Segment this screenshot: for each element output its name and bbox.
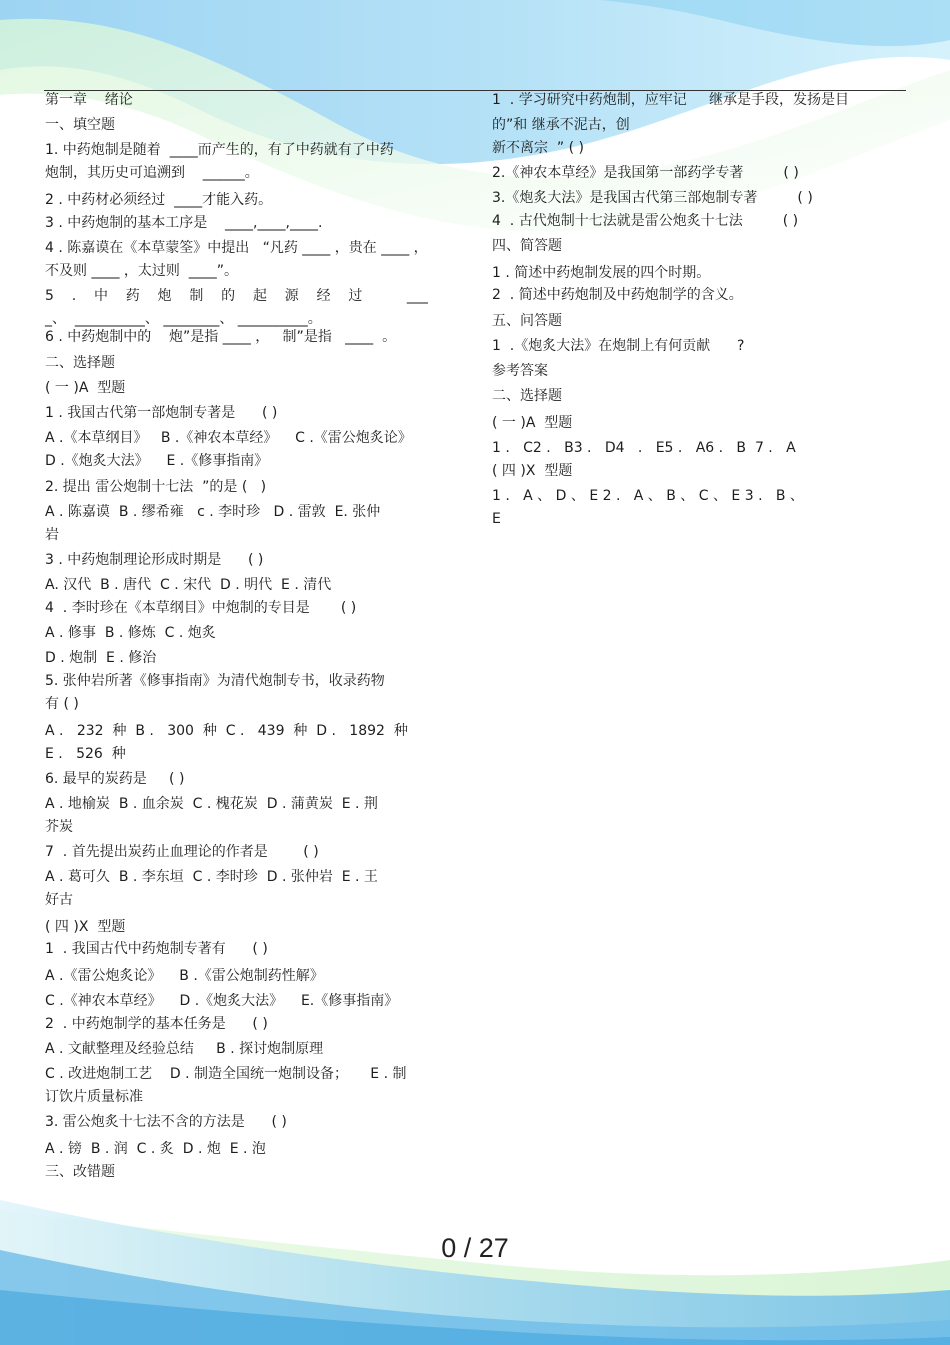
text-line: 1 . 学习研究中药炮制，应牢记 继承是手段，发扬是目 <box>492 92 849 108</box>
left-column <box>45 92 460 1181</box>
text-line: A . 陈嘉谟 B . 缪希雍 c . 李时珍 D . 雷敦 E. 张仲 <box>45 504 381 520</box>
text-line: 3.《炮炙大法》是我国古代第三部炮制专著 ( ) <box>492 190 813 206</box>
text-line: 1 . 我国古代中药炮制专著有 ( ) <box>45 941 268 957</box>
text-line: 4 . 陈嘉谟在《本草蒙筌》中提出 “凡药 ____ ，贵在 ____ ， <box>45 240 428 256</box>
text-line: D .《炮炙大法》 E .《修事指南》 <box>45 453 269 469</box>
text-line: 岩 <box>45 527 59 543</box>
text-line: A. 汉代 B . 唐代 C . 宋代 D . 明代 E . 清代 <box>45 577 332 593</box>
text-line: 三、改错题 <box>45 1164 115 1180</box>
text-line: A . 镑 B . 润 C . 炙 D . 炮 E . 泡 <box>45 1141 266 1157</box>
text-line: 1 . A 、 D 、 E 2 . A 、 B 、 C 、 E 3 . B 、 <box>492 488 804 504</box>
text-line: 2 . 中药炮制学的基本任务是 ( ) <box>45 1016 268 1032</box>
text-line: A . 修事 B . 修炼 C . 炮炙 <box>45 625 216 641</box>
text-line: E . 526 种 <box>45 746 126 762</box>
text-line: 3 . 中药炮制的基本工序是 ____,____,____. <box>45 215 323 231</box>
page-number: 0 / 27 <box>441 1233 509 1263</box>
text-line: 订饮片质量标准 <box>45 1089 143 1105</box>
text-line: 5 . 中 药 炮 制 的 起 源 经 过 ___ <box>45 288 428 304</box>
text-line: 二、选择题 <box>45 355 115 371</box>
text-line: 1 . C2 . B3 . D4 . E5 . A6 . B 7 . A <box>492 440 796 456</box>
text-line: 2.《神农本草经》是我国第一部药学专著 ( ) <box>492 165 799 181</box>
text-line: 2 . 中药材必须经过 ____才能入药。 <box>45 192 273 208</box>
text-line: 3 . 中药炮制理论形成时期是 ( ) <box>45 552 264 568</box>
text-line: 3. 雷公炮炙十七法不含的方法是 ( ) <box>45 1114 287 1130</box>
text-line: 5. 张仲岩所著《修事指南》为清代炮制专书，收录药物 <box>45 673 385 689</box>
text-line: 1 . 我国古代第一部炮制专著是 ( ) <box>45 405 278 421</box>
text-line: 的”和 继承不泥古，创 <box>492 117 630 133</box>
text-line: 1 .《炮炙大法》在炮制上有何贡献 ? <box>492 338 745 354</box>
right-column <box>492 92 912 528</box>
text-line: D . 炮制 E . 修治 <box>45 650 157 666</box>
text-line: A . 葛可久 B . 李东垣 C . 李时珍 D . 张仲岩 E . 王 <box>45 869 378 885</box>
text-line: 4 . 古代炮制十七法就是雷公炮炙十七法 ( ) <box>492 213 799 229</box>
text-line: A . 地榆炭 B . 血余炭 C . 槐花炭 D . 蒲黄炭 E . 荆 <box>45 796 378 812</box>
text-line: A .《本草纲目》 B .《神农本草经》 C .《雷公炮炙论》 <box>45 430 412 446</box>
text-line: 不及则 ____ ，太过则 ____”。 <box>45 263 239 279</box>
text-line: 1 . 简述中药炮制发展的四个时期。 <box>492 265 711 281</box>
text-line: 二、选择题 <box>492 388 562 404</box>
text-line: _、 __________、 ________、 __________。 <box>45 311 322 327</box>
text-line: C . 改进炮制工艺 D . 制造全国统一炮制设备； E . 制 <box>45 1066 407 1082</box>
text-line: 4 . 李时珍在《本草纲目》中炮制的专目是 ( ) <box>45 600 357 616</box>
text-line: ( 四 )X 型题 <box>45 919 126 935</box>
text-line: A .《雷公炮炙论》 B .《雷公炮制药性解》 <box>45 968 324 984</box>
text-line: C .《神农本草经》 D .《炮炙大法》 E.《修事指南》 <box>45 993 399 1009</box>
text-line: 参考答案 <box>492 363 548 379</box>
text-line: 有 ( ) <box>45 696 79 712</box>
text-line: A . 文献整理及经验总结 B . 探讨炮制原理 <box>45 1041 324 1057</box>
text-line: 芥炭 <box>45 819 73 835</box>
text-line: 6. 最早的炭药是 ( ) <box>45 771 185 787</box>
text-line: 五、问答题 <box>492 313 562 329</box>
text-line: 1. 中药炮制是随着 ____而产生的，有了中药就有了中药 <box>45 142 394 158</box>
text-line: 新不离宗 ” ( ) <box>492 140 584 156</box>
text-line: ( 一 )A 型题 <box>492 415 573 431</box>
text-line: 好古 <box>45 892 73 908</box>
text-line: ( 一 )A 型题 <box>45 380 126 396</box>
text-line: 6 . 中药炮制中的 炮”是指 ____ ， 制”是指 ____ 。 <box>45 329 397 345</box>
text-line: 2. 提出 雷公炮制十七法 ”的是 ( ) <box>45 479 267 495</box>
text-line: 一、填空题 <box>45 117 115 133</box>
text-line: E <box>492 511 501 527</box>
text-line: 2 . 简述中药炮制及中药炮制学的含义。 <box>492 287 743 303</box>
text-line: 7 . 首先提出炭药止血理论的作者是 ( ) <box>45 844 319 860</box>
header-rule <box>44 90 906 91</box>
text-line: ( 四 )X 型题 <box>492 463 573 479</box>
text-line: 炮制，其历史可追溯到 ______。 <box>45 165 259 181</box>
text-line: 第一章 绪论 <box>45 92 133 108</box>
text-line: 四、简答题 <box>492 238 562 254</box>
text-line: A . 232 种 B . 300 种 C . 439 种 D . 1892 种 <box>45 723 408 739</box>
